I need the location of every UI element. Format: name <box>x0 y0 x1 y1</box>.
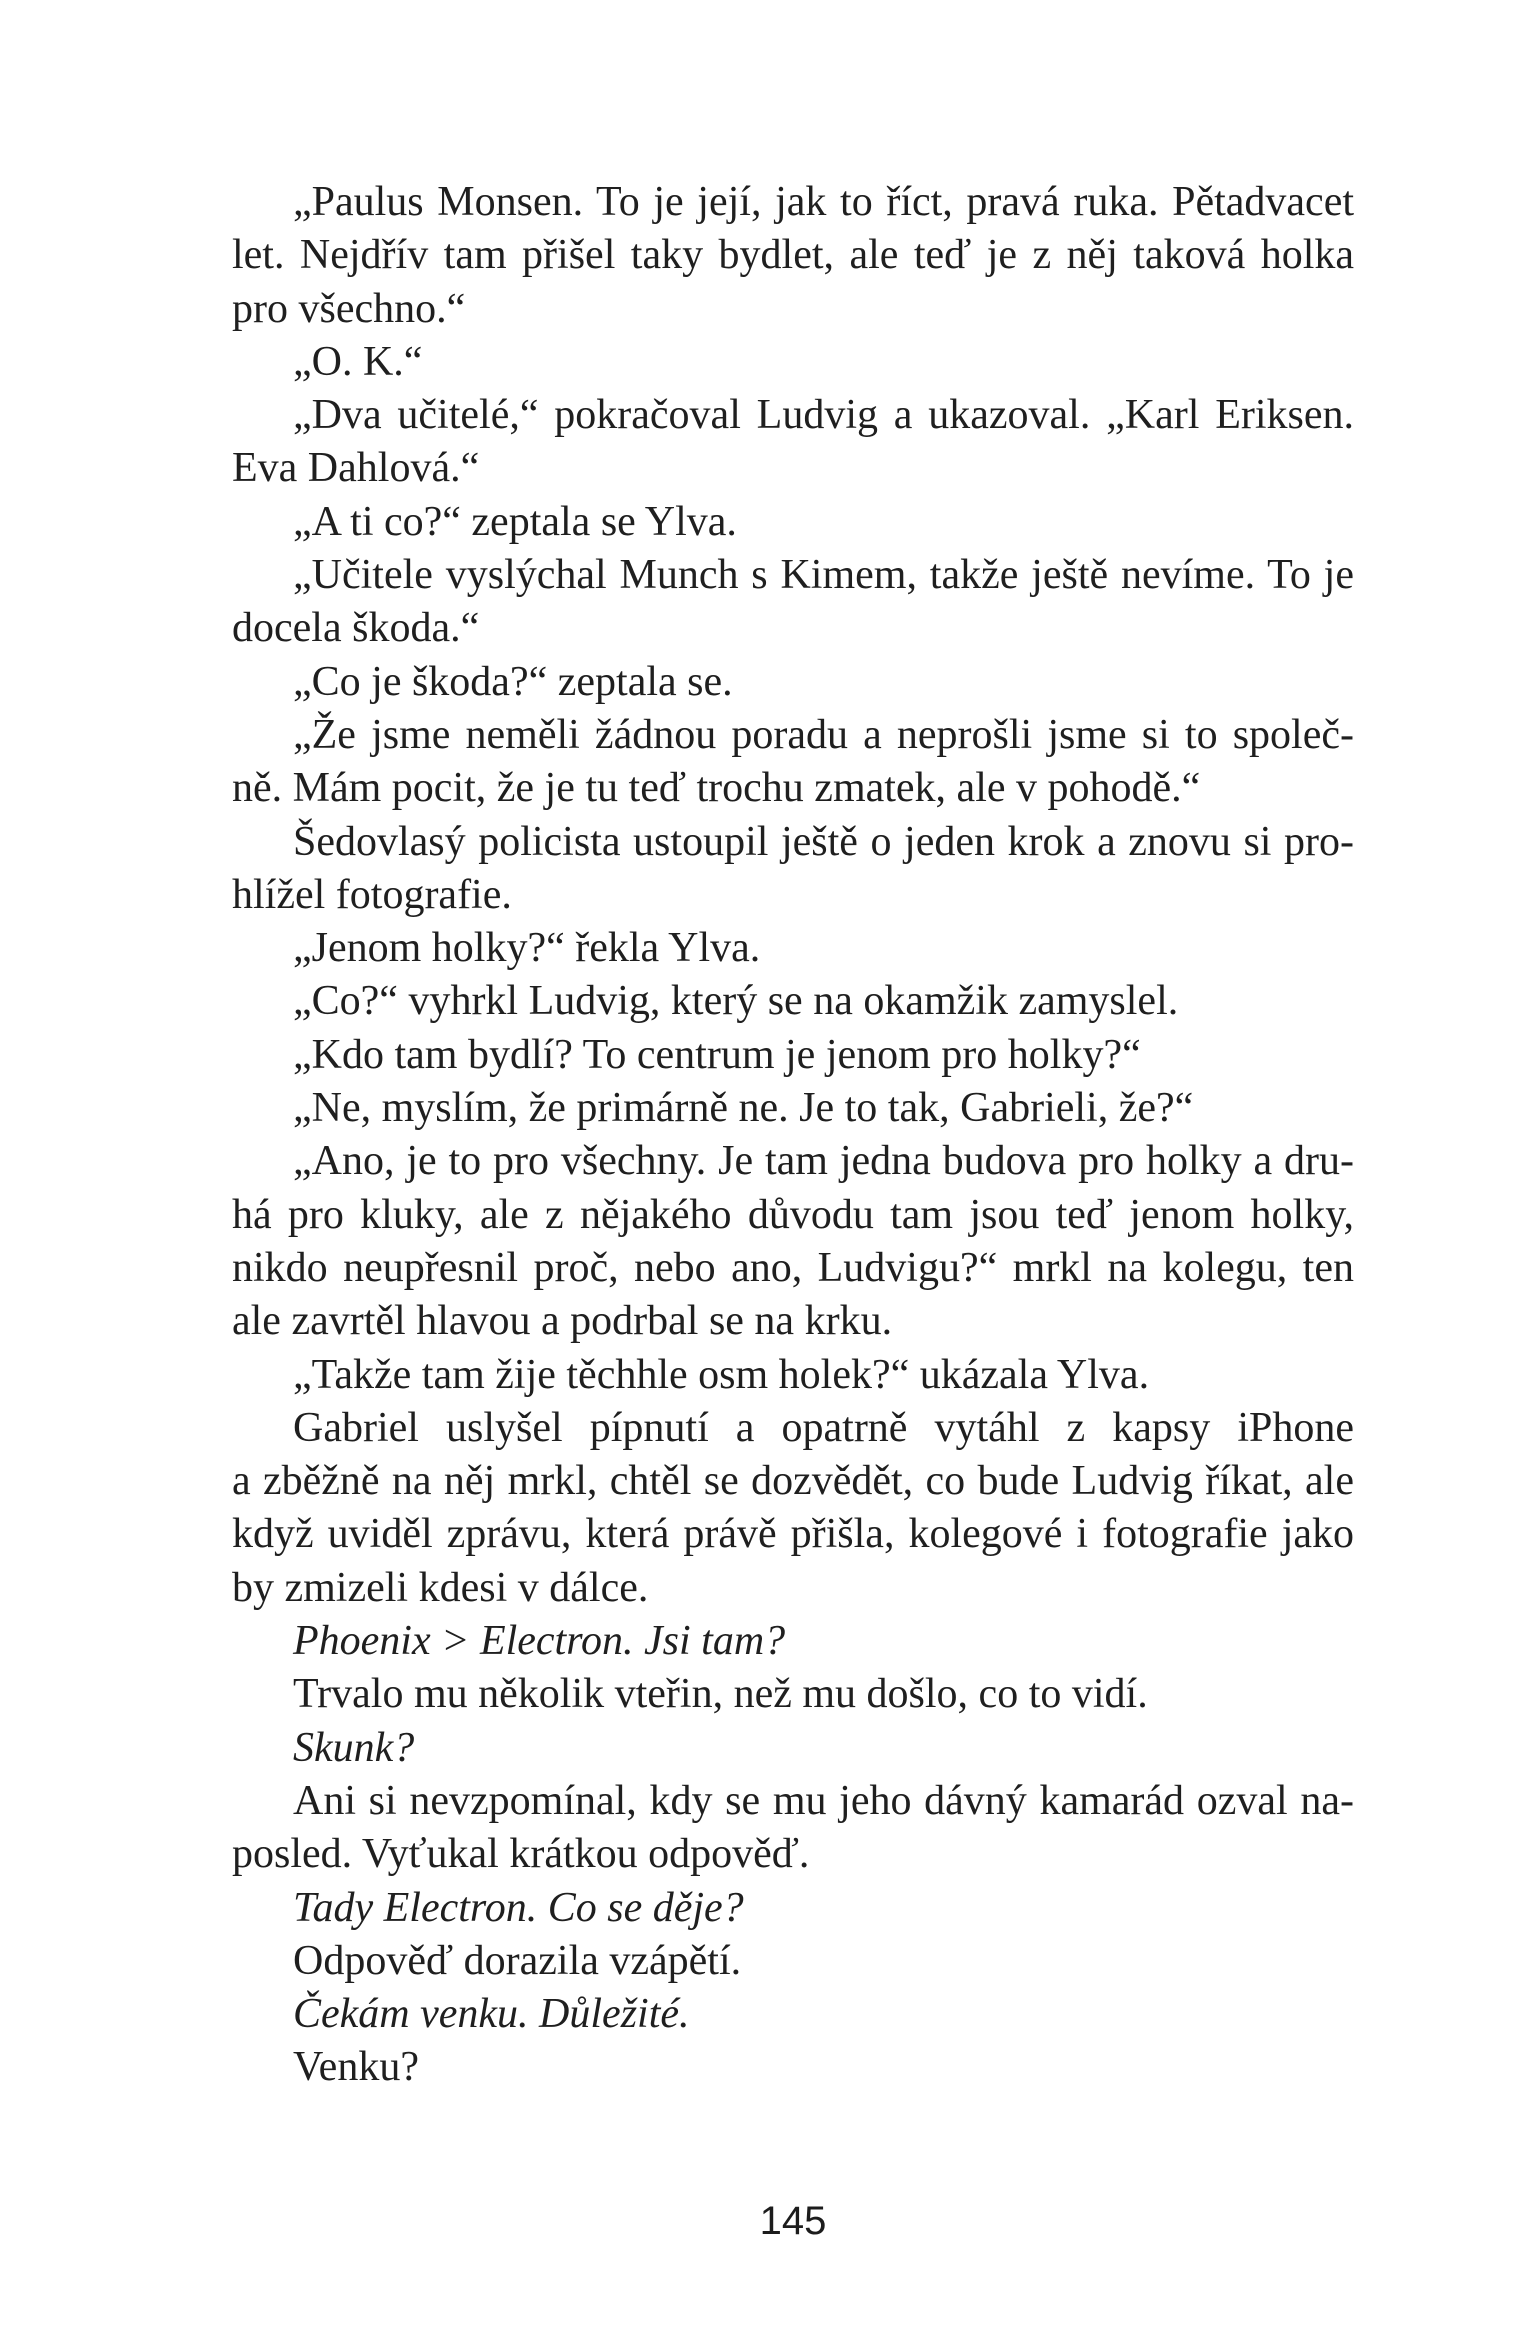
text-line: když uviděl zprávu, která právě přišla, kolegové i fotografie jako <box>232 1511 1354 1558</box>
text-line: hlížel fotografie. <box>232 871 512 918</box>
text-line: ně. Mám pocit, že je tu teď trochu zmatek, ale v pohodě.“ <box>232 765 1201 812</box>
text-line: Ani si nevzpomínal, kdy se mu jeho dávný kamarád ozval na- <box>293 1777 1354 1824</box>
text-line: Phoenix > Electron. Jsi tam? <box>293 1618 786 1665</box>
text-line: Venku? <box>293 2044 419 2091</box>
text-line: „Takže tam žije těchhle osm holek?“ ukázala Ylva. <box>293 1351 1150 1398</box>
text-line: Tady Electron. Co se děje? <box>293 1884 744 1931</box>
text-line: Gabriel uslyšel pípnutí a opatrně vytáhl z kapsy iPhone <box>293 1404 1354 1451</box>
text-line: Trvalo mu několik vteřin, než mu došlo, co to vidí. <box>293 1671 1148 1718</box>
page-number: 145 <box>759 2199 827 2243</box>
text-line: Skunk? <box>293 1724 415 1771</box>
text-line: Odpověď dorazila vzápětí. <box>293 1937 742 1984</box>
text-line: Šedovlasý policista ustoupil ještě o jeden krok a znovu si pro- <box>293 818 1354 865</box>
text-line: ale zavrtěl hlavou a podrbal se na krku. <box>232 1298 893 1345</box>
text-line: „A ti co?“ zeptala se Ylva. <box>293 498 737 545</box>
text-line: pro všechno.“ <box>232 285 466 332</box>
text-line: posled. Vyťukal krátkou odpověď. <box>232 1831 810 1878</box>
text-line: a zběžně na něj mrkl, chtěl se dozvědět, co bude Ludvig říkat, ale <box>232 1458 1354 1505</box>
text-line: „O. K.“ <box>293 338 423 385</box>
text-line: „Dva učitelé,“ pokračoval Ludvig a ukazoval. „Karl Eriksen. <box>293 392 1354 439</box>
text-line: nikdo neupřesnil proč, nebo ano, Ludvigu?“ mrkl na kolegu, ten <box>232 1244 1354 1291</box>
text-line: Eva Dahlová.“ <box>232 445 480 492</box>
text-line: „Co?“ vyhrkl Ludvig, který se na okamžik zamyslel. <box>293 978 1179 1025</box>
body-text <box>232 176 1354 2095</box>
text-line: docela škoda.“ <box>232 605 480 652</box>
text-line: let. Nejdřív tam přišel taky bydlet, ale teď je z něj taková holka <box>232 232 1354 279</box>
text-line: „Ano, je to pro všechny. Je tam jedna budova pro holky a dru- <box>293 1138 1354 1185</box>
text-line: „Paulus Monsen. To je její, jak to říct, pravá ruka. Pětadvacet <box>293 179 1354 225</box>
text-line: „Učitele vyslýchal Munch s Kimem, takže ještě nevíme. To je <box>293 552 1354 599</box>
text-line: Čekám venku. Důležité. <box>293 1991 690 2038</box>
text-line: „Co je škoda?“ zeptala se. <box>293 658 733 705</box>
text-line: „Jenom holky?“ řekla Ylva. <box>293 925 761 972</box>
text-line: há pro kluky, ale z nějakého důvodu tam jsou teď jenom holky, <box>232 1191 1354 1238</box>
text-line: by zmizeli kdesi v dálce. <box>232 1564 649 1611</box>
text-line: „Ne, myslím, že primárně ne. Je to tak, Gabrieli, že?“ <box>293 1085 1194 1132</box>
text-line: „Kdo tam bydlí? To centrum je jenom pro holky?“ <box>293 1031 1141 1078</box>
text-line: „Že jsme neměli žádnou poradu a neprošli jsme si to společ- <box>293 711 1354 758</box>
